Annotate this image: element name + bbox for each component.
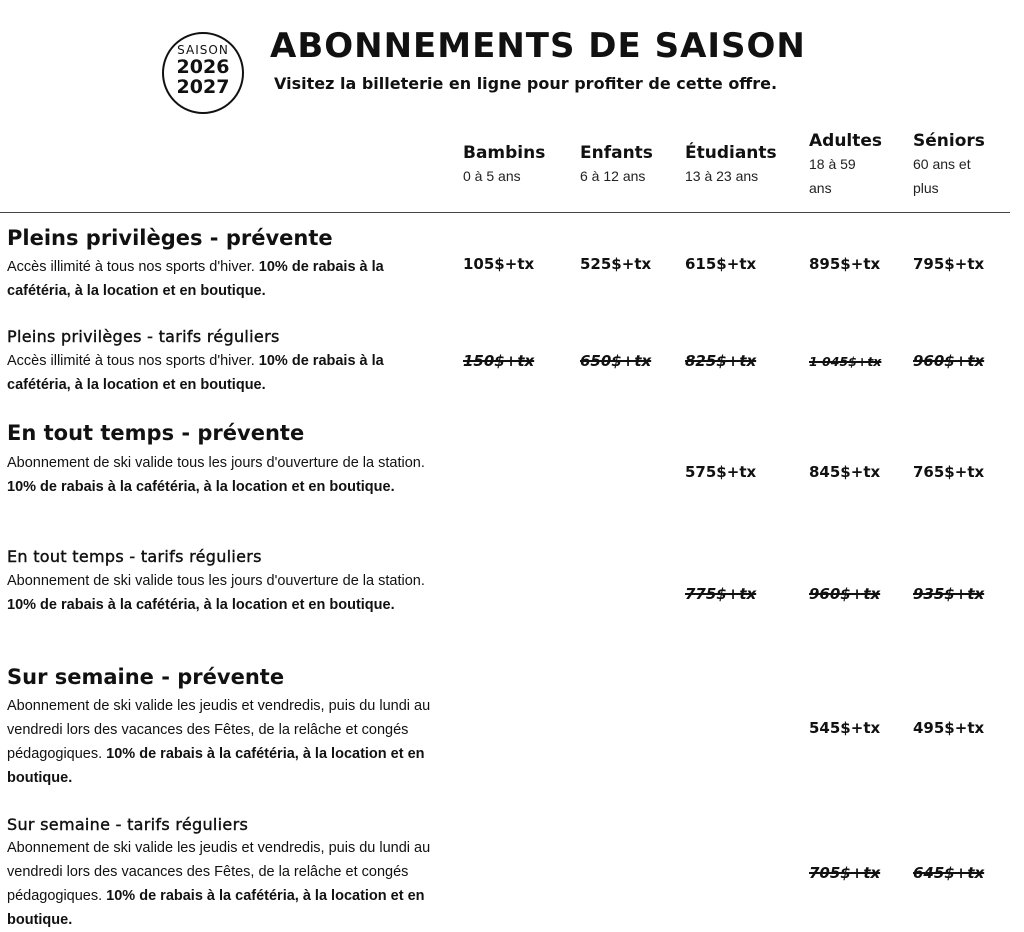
regular-price-seniors: 960$+tx [913, 352, 985, 370]
row-description-text: Accès illimité à tous nos sports d'hiver. [7, 259, 259, 275]
row-description-text: Accès illimité à tous nos sports d'hiver. [7, 353, 259, 369]
column-name: Bambins [463, 143, 546, 163]
page-subtitle: Visitez la billeterie en ligne pour profiter de cette offre. [274, 74, 778, 93]
regular-price-enfants: 650$+tx [580, 352, 652, 370]
regular-price-adultes: 1 045$+tx [809, 354, 882, 369]
row-title: Sur semaine - tarifs réguliers [7, 815, 249, 834]
column-age: 6 à 12 ans [580, 168, 646, 184]
row-description [7, 694, 447, 790]
row-description-discount: 10% de rabais à la cafétéria, à la location et en boutique. [7, 597, 395, 613]
column-age: 60 ans et [913, 156, 971, 172]
row-description [7, 255, 447, 303]
page-header [0, 0, 1024, 120]
row-description-text: Abonnement de ski valide tous les jours d'ouverture de la station. [7, 455, 425, 471]
regular-price-seniors: 645$+tx [913, 864, 985, 882]
regular-price-adultes: 705$+tx [809, 864, 881, 882]
price-etudiants: 575$+tx [685, 463, 757, 481]
row-description [7, 569, 447, 617]
column-header-etudiants [685, 142, 777, 188]
season-badge-year-start: 2026 [176, 56, 230, 78]
column-age: 0 à 5 ans [463, 168, 521, 184]
regular-price-etudiants: 825$+tx [685, 352, 757, 370]
column-name: Enfants [580, 143, 653, 163]
price-bambins: 105$+tx [463, 255, 535, 273]
season-badge-year-end: 2027 [176, 76, 230, 98]
column-header-bambins [463, 142, 545, 188]
row-title: Sur semaine - prévente [7, 665, 285, 689]
price-enfants: 525$+tx [580, 255, 652, 273]
row-title: En tout temps - tarifs réguliers [7, 547, 262, 566]
price-etudiants: 615$+tx [685, 255, 757, 273]
price-seniors: 495$+tx [913, 719, 985, 737]
column-age: 18 à 59 [809, 156, 856, 172]
season-badge [162, 32, 244, 114]
row-title: Pleins privilèges - tarifs réguliers [7, 327, 280, 346]
page-title: ABONNEMENTS DE SAISON [270, 26, 806, 66]
column-name: Étudiants [685, 143, 777, 163]
row-description [7, 349, 447, 397]
row-description-discount: 10% de rabais à la cafétéria, à la location et en boutique. [7, 746, 425, 786]
price-seniors: 765$+tx [913, 463, 985, 481]
row-description-discount: 10% de rabais à la cafétéria, à la location et en boutique. [7, 479, 395, 495]
row-description-text: Abonnement de ski valide tous les jours d'ouverture de la station. [7, 573, 425, 589]
column-header-seniors [913, 130, 985, 200]
column-name: Séniors [913, 131, 985, 151]
row-description-discount: 10% de rabais à la cafétéria, à la location et en boutique. [7, 888, 425, 928]
row-description [7, 836, 447, 932]
regular-price-adultes: 960$+tx [809, 585, 881, 603]
price-seniors: 795$+tx [913, 255, 985, 273]
column-age: 13 à 23 ans [685, 168, 759, 184]
price-adultes: 845$+tx [809, 463, 881, 481]
row-title: Pleins privilèges - prévente [7, 226, 333, 250]
price-adultes: 895$+tx [809, 255, 881, 273]
row-description-text: Abonnement de ski valide les jeudis et vendredis, puis du lundi au vendredi lors des vacances des Fêtes, de la relâche et congés pédagogiques. [7, 840, 431, 904]
row-title: En tout temps - prévente [7, 421, 305, 445]
header-divider [0, 212, 1010, 213]
row-description-text: Abonnement de ski valide les jeudis et vendredis, puis du lundi au vendredi lors des vacances des Fêtes, de la relâche et congés pédagogiques. [7, 698, 431, 762]
column-name: Adultes [809, 131, 883, 151]
column-header-adultes [809, 130, 882, 200]
column-age: ans [809, 180, 832, 196]
regular-price-bambins: 150$+tx [463, 352, 535, 370]
regular-price-seniors: 935$+tx [913, 585, 985, 603]
row-description-discount: 10% de rabais à la cafétéria, à la location et en boutique. [7, 259, 384, 299]
season-badge-label: SAISON [177, 43, 229, 57]
regular-price-etudiants: 775$+tx [685, 585, 757, 603]
column-age: plus [913, 180, 939, 196]
price-adultes: 545$+tx [809, 719, 881, 737]
row-description-discount: 10% de rabais à la cafétéria, à la location et en boutique. [7, 353, 384, 393]
row-description [7, 451, 447, 499]
column-header-enfants [580, 142, 653, 188]
